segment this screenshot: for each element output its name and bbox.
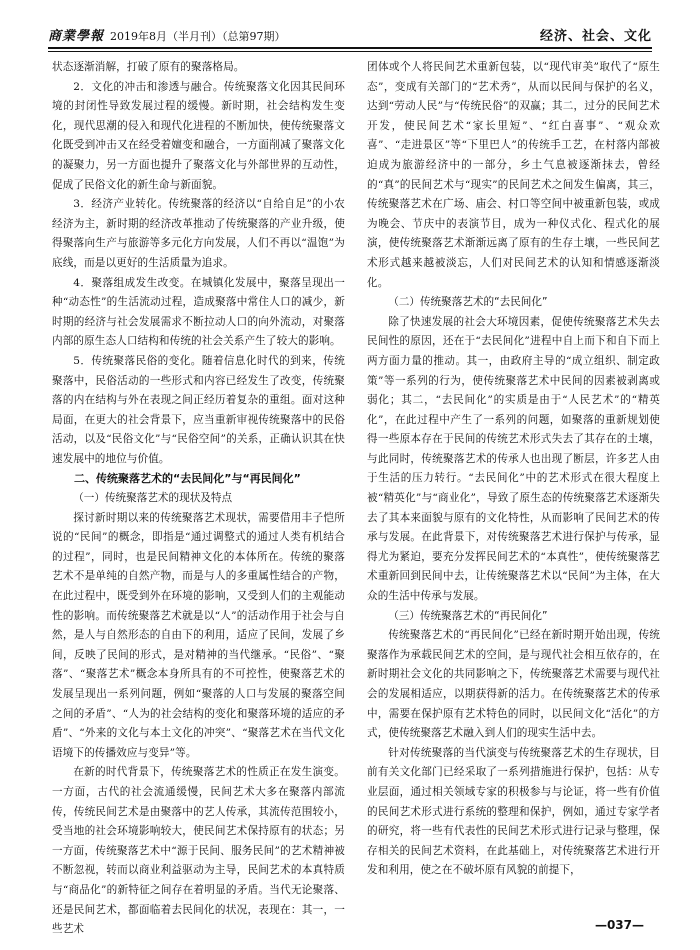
paragraph: 2．文化的冲击和渗透与融合。传统聚落文化因其民间环境的封闭性导致发展过程的缓慢。新时期，社会结构发生变化，现代思潮的侵入和现代化进程的不断加快，使传统聚落文化既受到冲击又在经受着嬗变和融合，一方面削减了聚落文化的凝聚力，另一方面也提升了聚落文化与外部世界的互动性，促成了民俗文化的新生命与新面貌。 — [52, 80, 345, 191]
paragraph: 在新的时代背景下，传统聚落艺术的性质正在发生演变。一方面，古代的社会流通缓慢，民间艺术大多在聚落内部流传，传统民间艺术是由聚落中的艺人传承，其流传范围较小，受当地的社会环境影响较大，使民间艺术保持原有的状态；另一方面，传统聚落艺术中“源于民间、服务民间”的艺术精神被不断忽视，转而以商业利益驱动为主导，民间艺术的本真特质与“商品化”的新特征之间存在着明显的矛盾。当代无论聚落、还是民间艺术，都面临着去民间化的状况，表现在：其一，一些艺术 — [52, 766, 345, 936]
paragraph: 团体或个人将民间艺术重新包装，以“现代审美”取代了“原生态”，变成有关部门的“艺术秀”，从而以民间与保护的名义，达到“劳动人民”与“传统民俗”的双赢；其二，过分的民间艺术开发，使民间艺术“家长里短”、“红白喜事”、“观众欢喜”、“走进景区”等“下里巴人”的传统手工艺，在村落内部被迫成为旅游经济中的一部分，乡土气息被逐渐抹去，曾经的“真”的民间艺术与“现实”的民间艺术之间发生偏离，其三，传统聚落艺术在广场、庙会、村口等空间中被重新包装，或成为晚会、节庆中的表演节目，成为一种仪式化、程式化的展演，使传统聚落艺术渐渐远离了原有的生存土壤，一些民间艺术形式越来越被淡忘，人们对民间艺术的认知和情感逐渐淡化。 — [367, 61, 660, 289]
subsection-heading: （一）传统聚落艺术的现状及特点 — [73, 492, 233, 505]
paragraph: 传统聚落艺术的“再民间化”已经在新时期开始出现，传统聚落作为承载民间艺术的空间，是与现代社会相互依存的，在新时期社会文化的共同影响之下，传统聚落艺术需要与现代社会的发展相适应，以期获得新的活力。在传统聚落艺术的传承中，需要在保护原有艺术特色的同时，以民间文化“活化”的方式，使传统聚落艺术融入到人们的现实生活中去。 — [367, 629, 660, 740]
paragraph: 3．经济产业转化。传统聚落的经济以“自给自足”的小农经济为主，新时期的经济改革推动了传统聚落的产业升级，使得聚落向生产与旅游等多元化方向发展，人们不再以“温饱”为底线，而是以更好的生活质量为追求。 — [52, 198, 345, 269]
paragraph: 状态逐渐消解，打破了原有的聚落格局。 — [52, 61, 245, 73]
issue-info: 2019年8月（半月刊）（总第97期） — [110, 30, 286, 43]
section-tag: 经济、社会、文化 — [539, 29, 652, 44]
subsection-heading: （三）传统聚落艺术的“再民间化” — [388, 609, 548, 622]
header-rule-thin — [48, 51, 652, 52]
subsection-heading: （二）传统聚落艺术的“去民间化” — [388, 296, 548, 309]
paragraph: 探讨新时期以来的传统聚落艺术现状，需要借用丰子恺所说的“民间”的概念，即指是“通过调整式的通过人类有机结合的过程”，同时，也是民间精神文化的本体所在。传统的聚落艺术不是单纯的自然产物，而是与人的多重属性结合的产物，在此过程中，既受到外在环境的影响，又受到人们的主观能动性的影响。而传统聚落艺术就是以“人”的活动作用于社会与自然，是人与自然形态的自由下的利用，适应了民间，发展了乡间，反映了民间的形式，是对精神的当代继承。“民俗”、“聚落”、“聚落艺术”概念本身所具有的不可控性，使聚落艺术的发展呈现出一系列问题，例如“聚落的人口与发展的聚落空间之间的矛盾”、“人为的社会结构的变化和聚落环境的适应的矛盾”、“外来的文化与本土文化的冲突”、“聚落艺术在当代文化语境下的传播效应与变异”等。 — [52, 511, 345, 759]
paragraph: 5．传统聚落民俗的变化。随着信息化时代的到来，传统聚落中，民俗活动的一些形式和内容已经发生了改变，传统聚落的内在结构与外在表现之间正经历着复杂的重组。面对这种局面，在更大的社会背景下，应当重新审视传统聚落中的民俗活动，以及“民俗文化”与“民俗空间”的关系，正确认识其在快速发展中的地位与价值。 — [52, 354, 345, 465]
paragraph: 针对传统聚落的当代演变与传统聚落艺术的生存现状，目前有关文化部门已经采取了一系列措施进行保护，包括：从专业层面，通过相关领域专家的积极参与与论证，将一些有价值的民间艺术形式进行系统的整理和保护，例如，通过专家学者的研究，将一些有代表性的民间艺术形式进行记录与整理，保存相关的民间艺术资料，在此基础上，对传统聚落艺术进行开发和利用，使之在不破坏原有风貌的前提下， — [367, 746, 660, 877]
paragraph: 4．聚落组成发生改变。在城镇化发展中，聚落呈现出一种“动态性”的生活流动过程，造成聚落中常住人口的减少，新时期的经济与社会发展需求不断拉动人口的向外流动，对聚落内部的原生态人口结构和传统的社会关系产生了较大的影响。 — [52, 276, 345, 348]
running-header — [48, 18, 652, 44]
section-heading: 二、传统聚落艺术的“去民间化”与“再民间化” — [74, 472, 301, 486]
left-column — [52, 58, 345, 936]
right-column — [367, 58, 660, 898]
journal-name: 商業學報 — [48, 29, 105, 44]
paragraph: 除了快速发展的社会大环境因素，促使传统聚落艺术失去民间性的原因，还在于“去民间化”进程中自上而下和自下而上两方面力量的推动。其一，由政府主导的“成立组织、制定政策”等一系列的行为，使传统聚落艺术中民间的因素被剥离或弱化；其二，“去民间化”的实质是由于“人民艺术”的“精英化”，在此过程中产生了一系列的问题，如聚落的重新规划使得一些原本存在于民间的传统艺术形式失去了其存在的土壤，与此同时，传统聚落艺术的传承人也出现了断层，许多艺人由于生活的压力转行。“去民间化”中的艺术形式在很大程度上被“精英化”与“商业化”，导致了原生态的传统聚落艺术逐渐失去了其本来面貌与原有的文化特性，从而影响了民间艺术的传承与发展。在此背景下，对传统聚落艺术进行保护与传承，显得尤为紧迫，要充分发挥民间艺术的“本真性”，使传统聚落艺术重新回到民间中去，让传统聚落艺术以“民间”为主体，在大众的生活中传承与发展。 — [367, 315, 660, 603]
header-rule — [48, 47, 652, 49]
page-number: —037— — [594, 918, 644, 932]
header-left — [48, 25, 286, 44]
